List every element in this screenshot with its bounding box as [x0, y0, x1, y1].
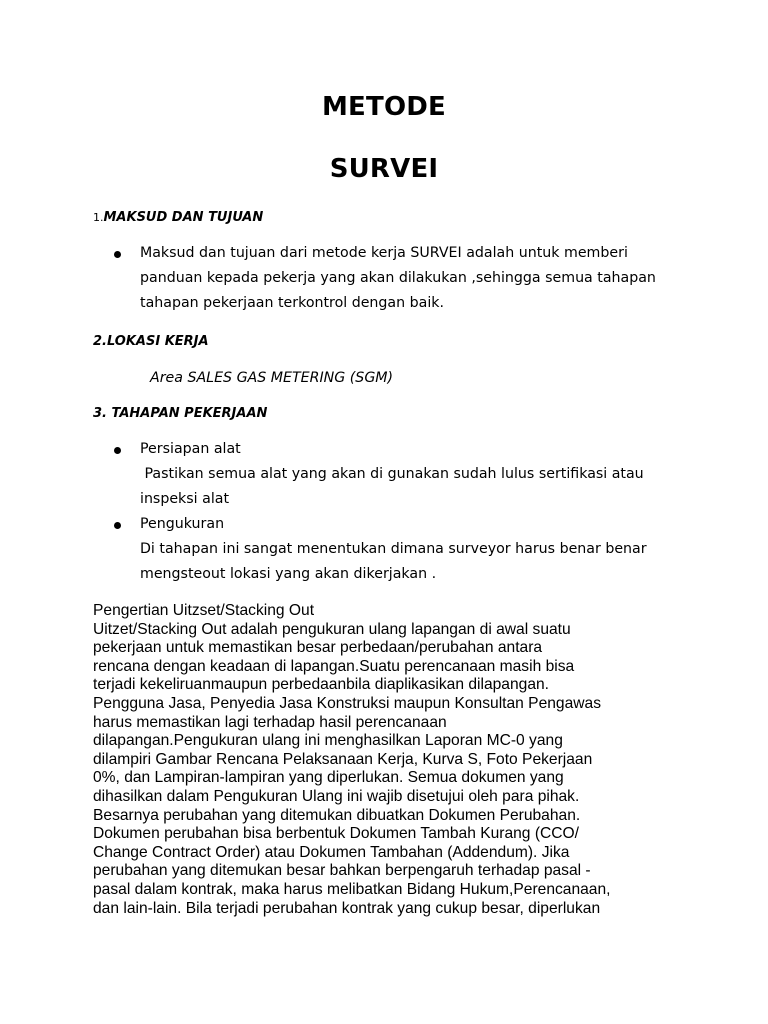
article-line: Change Contract Order) atau Dokumen Tambahan (Addendum). Jika	[93, 843, 570, 861]
article-line: Besarnya perubahan yang ditemukan dibuatkan Dokumen Perubahan.	[93, 806, 581, 824]
article-body	[93, 602, 693, 918]
article-line: dan lain-lain. Bila terjadi perubahan kontrak yang cukup besar, diperlukan	[93, 899, 601, 917]
bullet-icon	[114, 447, 121, 454]
bullet-line: tahapan pekerjaan terkontrol dengan baik.	[140, 295, 444, 311]
article-line: perubahan yang ditemukan besar bahkan berpengaruh terhadap pasal -	[93, 862, 591, 880]
bullet-desc-persiapan	[140, 462, 680, 512]
article-line: dihasilkan dalam Pengukuran Ulang ini wajib disetujui oleh para pihak.	[93, 787, 580, 805]
work-location-text: Area SALES GAS METERING (SGM)	[150, 370, 394, 386]
article-line: dilapangan.Pengukuran ulang ini menghasilkan Laporan MC-0 yang	[93, 732, 563, 750]
bullet-line: Di tahapan ini sangat menentukan dimana surveyor harus benar benar	[140, 541, 647, 557]
bullet-icon	[114, 522, 121, 529]
bullet-line: Maksud dan tujuan dari metode kerja SURVEI adalah untuk memberi	[140, 245, 628, 261]
bullet-line: inspeksi alat	[140, 491, 230, 507]
document-title-line-1: METODE	[321, 92, 446, 122]
section-heading-tahapan: 3. TAHAPAN PEKERJAAN	[93, 406, 268, 421]
article-line: 0%, dan Lampiran-lampiran yang diperlukan. Semua dokumen yang	[93, 769, 564, 787]
bullet-line: Pastikan semua alat yang akan di gunakan sudah lulus sertifikasi atau	[140, 466, 644, 482]
article-line: dilampiri Gambar Rencana Pelaksanaan Kerja, Kurva S, Foto Pekerjaan	[93, 750, 593, 768]
article-line: Pengguna Jasa, Penyedia Jasa Konstruksi maupun Konsultan Pengawas	[93, 694, 601, 712]
document-title-line-2: SURVEI	[329, 154, 439, 184]
article-line: pasal dalam kontrak, maka harus melibatkan Bidang Hukum,Perencanaan,	[93, 880, 611, 898]
bullet-title-pengukuran: Pengukuran	[140, 516, 225, 532]
article-line: Pengertian Uitzset/Stacking Out	[93, 602, 315, 619]
section-number: 1.	[93, 211, 104, 224]
article-line: harus memastikan lagi terhadap hasil perencanaan	[93, 713, 447, 731]
article-line: rencana dengan keadaan di lapangan.Suatu perencanaan masih bisa	[93, 657, 575, 675]
article-line: Dokumen perubahan bisa berbentuk Dokumen Tambah Kurang (CCO/	[93, 825, 579, 843]
bullet-title-persiapan: Persiapan alat	[140, 441, 241, 457]
section-heading-maksud	[93, 210, 263, 225]
article-line: terjadi kekeliruanmaupun perbedaanbila diaplikasikan dilapangan.	[93, 676, 550, 694]
bullet-icon	[114, 251, 121, 258]
bullet-desc-pengukuran	[140, 537, 680, 587]
section-heading-text: MAKSUD DAN TUJUAN	[103, 210, 264, 225]
bullet-line: panduan kepada pekerja yang akan dilakukan ,sehingga semua tahapan	[140, 270, 656, 286]
article-line: Uitzet/Stacking Out adalah pengukuran ulang lapangan di awal suatu	[93, 620, 571, 638]
bullet-line: mengsteout lokasi yang akan dikerjakan .	[140, 566, 437, 582]
section-heading-lokasi: 2.LOKASI KERJA	[93, 334, 209, 349]
article-line: pekerjaan untuk memastikan besar perbedaan/perubahan antara	[93, 639, 543, 657]
bullet-item-maksud	[140, 241, 680, 316]
